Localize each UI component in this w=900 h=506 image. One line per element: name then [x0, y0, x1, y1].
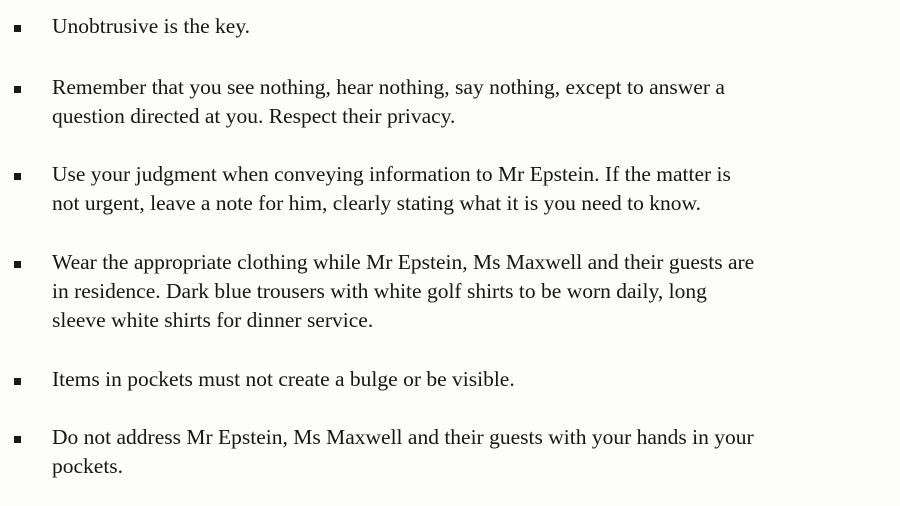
text-line: Use your judgment when conveying information to Mr Epstein. If the matter is [52, 162, 731, 186]
bullet-marker [14, 173, 21, 180]
text-line: Remember that you see nothing, hear nothing, say nothing, except to answer a [52, 75, 725, 99]
text-line: in residence. Dark blue trousers with white golf shirts to be worn daily, long [52, 279, 707, 303]
list-item-text [52, 12, 894, 41]
text-line: pockets. [52, 454, 124, 478]
text-line: question directed at you. Respect their privacy. [52, 104, 456, 128]
list-item-text [52, 248, 894, 335]
list-item-text [52, 365, 894, 394]
bullet-marker [14, 86, 21, 93]
text-line: Items in pockets must not create a bulge or be visible. [52, 367, 515, 391]
bullet-marker [14, 261, 21, 268]
list-item-text [52, 423, 894, 481]
text-line: Wear the appropriate clothing while Mr Epstein, Ms Maxwell and their guests are [52, 250, 755, 274]
list-item-text [52, 73, 894, 131]
list-item-text [52, 160, 894, 218]
bullet-marker [14, 436, 21, 443]
text-line: Unobtrusive is the key. [52, 14, 251, 38]
bullet-marker [14, 25, 21, 32]
text-line: Do not address Mr Epstein, Ms Maxwell and their guests with your hands in your [52, 425, 754, 449]
text-line: not urgent, leave a note for him, clearly stating what it is you need to know. [52, 191, 702, 215]
text-line: sleeve white shirts for dinner service. [52, 308, 374, 332]
bullet-marker [14, 378, 21, 385]
